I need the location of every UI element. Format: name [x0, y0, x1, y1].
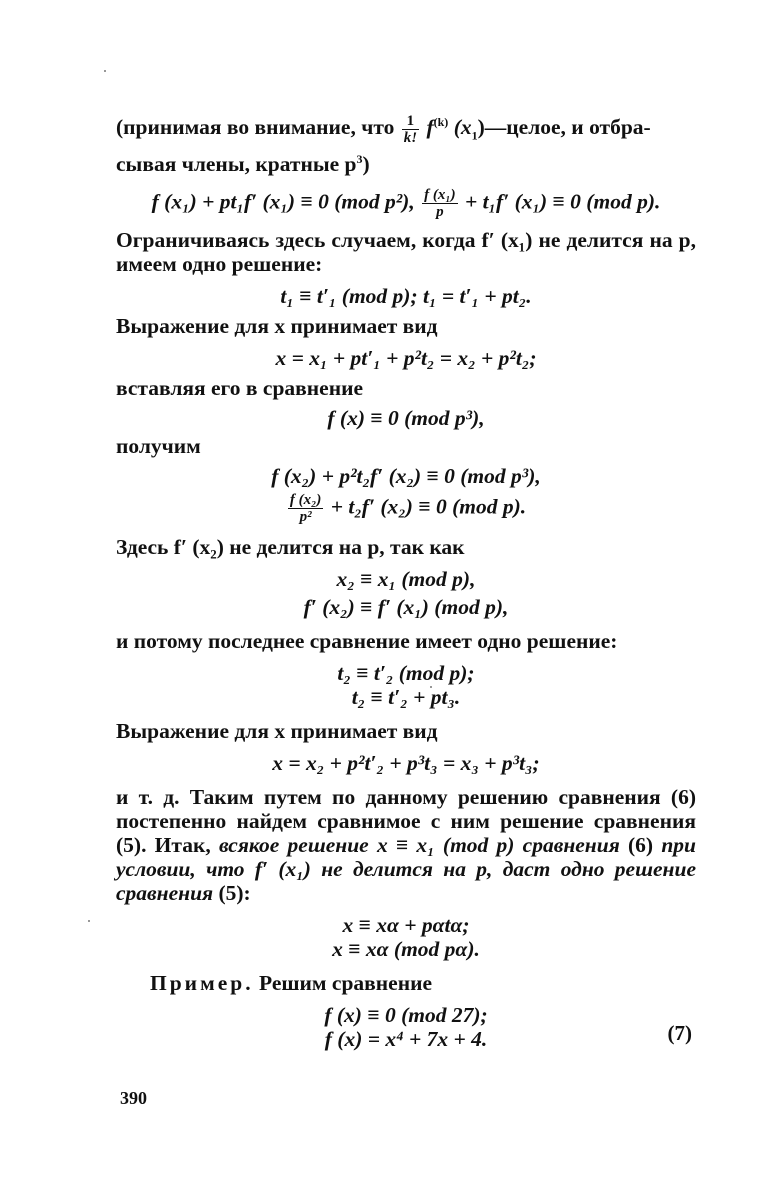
- text-segment: сывая члены, кратные p: [116, 152, 357, 177]
- formula-fx2-mod-p3: f (x₂) + p²t₂f′ (x₂) ≡ 0 (mod p³),: [271, 463, 541, 488]
- text-segment: Решим сравнение: [253, 970, 433, 995]
- formula-x-x3: x = x₂ + p²t′₂ + p³t₃ = x₃ + p³t₃;: [272, 750, 540, 775]
- paragraph-example: [116, 971, 696, 995]
- fraction-numerator: f (x₁): [424, 186, 456, 203]
- example-heading: Пример.: [150, 970, 254, 995]
- book-page: [116, 110, 696, 1051]
- superscript: (k): [433, 115, 449, 129]
- formula-fx2-over-p2: [116, 492, 696, 525]
- formula-t1-solution: t₁ ≡ t′₁ (mod p); t₁ = t′₁ + pt₂.: [280, 283, 532, 308]
- text-segment: сравнения: [514, 832, 629, 857]
- fraction-f-over-p: [422, 187, 457, 220]
- formula-x-x2: x = x₁ + pt′₁ + p²t₂ = x₂ + p²t₂;: [275, 345, 537, 370]
- paragraph-insert: вставляя его в сравнение: [116, 375, 364, 400]
- text-segment: (x: [448, 115, 472, 140]
- text-segment: f: [421, 115, 434, 140]
- paragraph-restriction: Ограничиваясь здесь случаем, когда f′ (x₁) не делится на p, имеем одно решение:: [116, 227, 696, 276]
- fraction-f-x2-over-p2: [288, 492, 323, 525]
- subscript: 1: [471, 128, 478, 143]
- text-segment: x ≡ x₁ (mod p): [376, 832, 515, 857]
- paragraph-intro: [116, 110, 696, 177]
- paragraph-expression-x-2: Выражение для x принимает вид: [116, 718, 438, 743]
- fraction-denominator: p²: [299, 508, 312, 525]
- formula-fx-definition: f (x) = x⁴ + 7x + 4.: [324, 1026, 488, 1051]
- formula-x-alpha: x ≡ xα + pαtα;: [342, 912, 470, 937]
- paragraph-not-divisible: Здесь f′ (x₂) не делится на p, так как: [116, 534, 465, 559]
- formula-congruence-p2: [116, 187, 696, 220]
- text-segment: ): [362, 152, 370, 177]
- text-segment: всякое решение: [218, 832, 377, 857]
- formula-part: + t₂f′ (x₂) ≡ 0 (mod p).: [325, 494, 527, 519]
- scan-speck: [104, 70, 106, 72]
- fraction-denominator: k!: [403, 129, 418, 146]
- fraction-1-over-k-factorial: [402, 113, 419, 146]
- paragraph-one-solution: и потому последнее сравнение имеет одно решение:: [116, 628, 618, 653]
- scan-speck: [88, 920, 90, 922]
- text-segment: )—целое, и отбра-: [477, 115, 651, 140]
- text-segment: при условии, что: [116, 832, 696, 881]
- formula-part: + t₁f′ (x₁) ≡ 0 (mod p).: [459, 189, 661, 214]
- text-segment: (принимая во внимание, что: [116, 115, 400, 140]
- formula-x2-equiv-x1: x₂ ≡ x₁ (mod p),: [336, 566, 476, 591]
- text-segment: (6): [628, 832, 654, 857]
- formula-fx-mod-p3: f (x) ≡ 0 (mod p³),: [327, 405, 485, 430]
- text-segment: и т. д. Таким путем по данному решению сравнения (6) постепенно найдем сравнимое с ним решение сравнения (5). Итак,: [116, 784, 696, 857]
- example-formula-block: [116, 1003, 696, 1051]
- formula-part: f (x₁) + pt₁f′ (x₁) ≡ 0 (mod p²),: [151, 189, 421, 214]
- paragraph-theorem: [116, 785, 696, 905]
- text-segment: не делится на p, даст одно решение сравнения: [116, 856, 696, 905]
- fraction-numerator: 1: [402, 113, 419, 130]
- text-segment: (5):: [218, 880, 251, 905]
- page-number: 390: [120, 1088, 147, 1108]
- superscript: 3: [356, 152, 363, 167]
- formula-fprime-equiv: f′ (x₂) ≡ f′ (x₁) (mod p),: [303, 594, 509, 619]
- fraction-denominator: p: [436, 203, 444, 220]
- formula-t2-eq: t₂ ≡ t′₂ + pt₃.: [351, 684, 461, 709]
- formula-fx-mod-27: f (x) ≡ 0 (mod 27);: [324, 1002, 488, 1027]
- paragraph-obtain: получим: [116, 433, 201, 458]
- fraction-numerator: f (x₂): [289, 491, 322, 508]
- equation-number: (7): [667, 1020, 692, 1045]
- paragraph-expression-x: Выражение для x принимает вид: [116, 313, 438, 338]
- formula-x-alpha-mod: x ≡ xα (mod pα).: [332, 936, 480, 961]
- text-segment: f′ (x₁): [254, 856, 311, 881]
- formula-t2-mod: t₂ ≡ t′₂ (mod p);: [337, 660, 475, 685]
